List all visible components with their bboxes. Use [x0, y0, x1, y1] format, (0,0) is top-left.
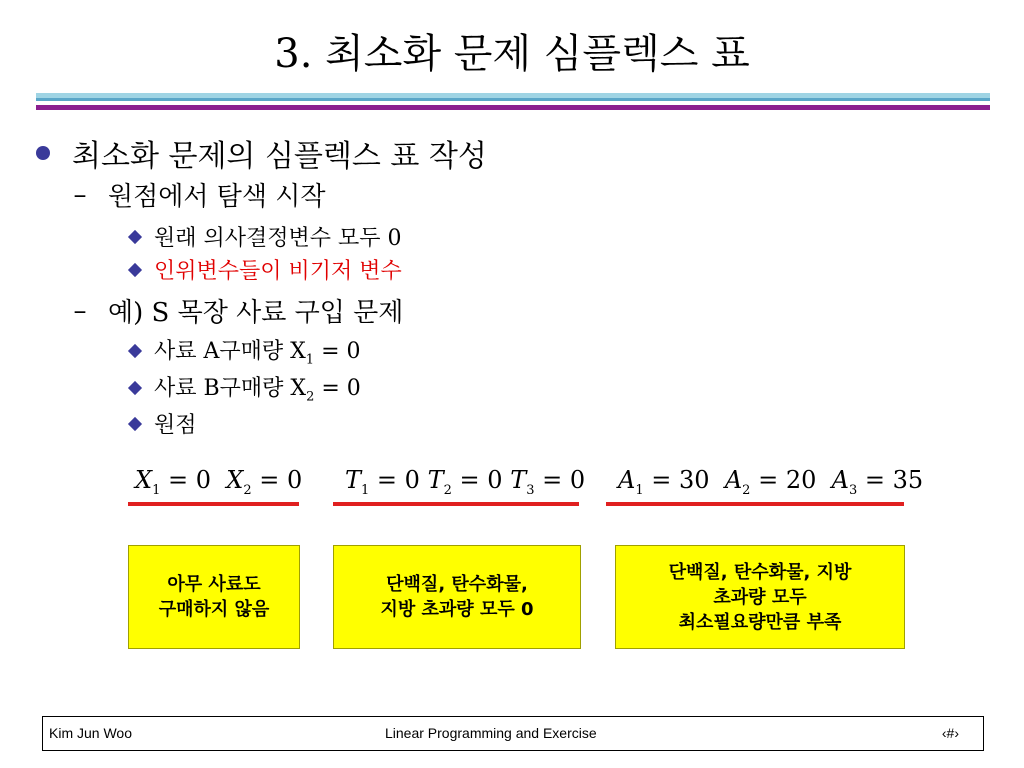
note-box-artificial: 단백질, 탄수화물, 지방 초과량 모두 최소필요량만큼 부족	[615, 545, 905, 649]
slide-title: 3. 최소화 문제 심플렉스 표	[274, 31, 750, 77]
item-artificial-vars	[130, 254, 402, 285]
item-feed-b-text: 사료 B구매량 $X_2 = 0$	[154, 376, 361, 405]
footer-page-number: ‹#›	[941, 725, 959, 741]
title-rule-blue	[36, 98, 990, 101]
item-origin-text: 원점	[154, 413, 197, 438]
dash-icon: –	[73, 295, 87, 326]
footer-course: Linear Programming and Exercise	[385, 725, 597, 741]
note-box-surplus: 단백질, 탄수화물, 지방 초과량 모두 0	[333, 545, 581, 649]
footer-author: Kim Jun Woo	[49, 725, 132, 741]
item-artificial-vars-text: 인위변수들이 비기저 변수	[154, 259, 402, 284]
bullet-dot-icon	[36, 146, 50, 160]
item-decision-vars	[130, 221, 402, 252]
bullet-main	[36, 131, 487, 175]
item-decision-vars-text: 원래 의사결정변수 모두 0	[154, 226, 402, 251]
title-rule-purple	[36, 105, 990, 110]
red-underline	[333, 502, 579, 506]
item-feed-a-text: 사료 A구매량 $X_1 = 0$	[154, 339, 361, 368]
diamond-bullet-icon	[128, 416, 142, 430]
item-origin	[130, 408, 197, 439]
diamond-bullet-icon	[128, 381, 142, 395]
sub-bullet-origin	[68, 176, 325, 213]
note-box-decision: 아무 사료도 구매하지 않음	[128, 545, 300, 649]
red-underline	[128, 502, 299, 506]
slide-footer	[42, 716, 984, 751]
equation-artificial-vars: $A_1 = 30$ $A_2 = 20$ $A_3 = 35$	[618, 466, 924, 498]
item-feed-b	[130, 371, 361, 404]
equation-decision-vars: $X_1 = 0$ $X_2 = 0$	[135, 466, 303, 498]
sub-bullet-example	[68, 292, 403, 329]
red-underline	[606, 502, 904, 506]
sub-bullet-origin-text: 원점에서 탐색 시작	[108, 182, 326, 212]
bullet-main-text: 최소화 문제의 심플렉스 표 작성	[72, 139, 487, 174]
diamond-bullet-icon	[128, 262, 142, 276]
item-feed-a	[130, 334, 361, 367]
dash-icon: –	[73, 179, 87, 210]
sub-bullet-example-text: 예) S 목장 사료 구입 문제	[108, 298, 404, 328]
equation-surplus-vars: $T_1 = 0$ $T_2 = 0$ $T_3 = 0$	[345, 466, 586, 498]
diamond-bullet-icon	[128, 229, 142, 243]
diamond-bullet-icon	[128, 344, 142, 358]
